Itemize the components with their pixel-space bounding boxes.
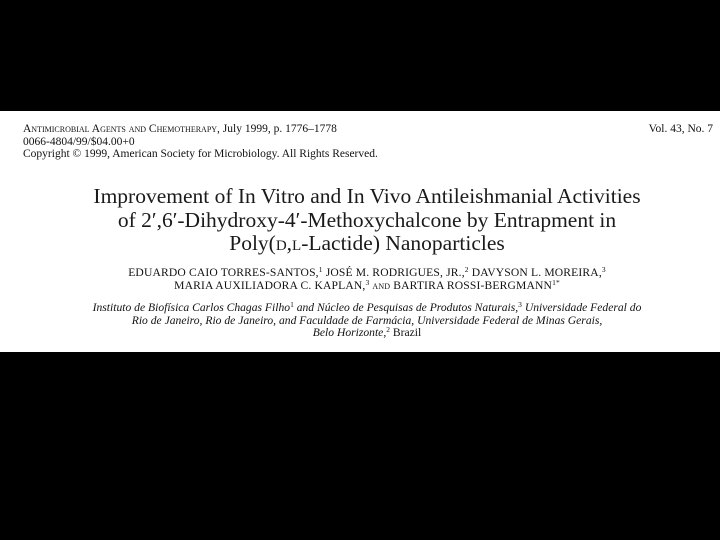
affiliation-2-sup: 2 xyxy=(386,325,390,335)
article-title xyxy=(0,185,720,256)
title-line-3-pre: Poly( xyxy=(229,231,276,255)
affiliation-1: Instituto de Biofísica Carlos Chagas Filho xyxy=(92,301,291,314)
affiliation-3: and Núcleo de Pesquisas de Produtos Naturais, xyxy=(293,301,519,314)
affiliation-line-2: Rio de Janeiro, Rio de Janeiro, and Faculdade de Farmácia, Universidade Federal de Minas Gerais, xyxy=(131,313,603,327)
author-and-word: and xyxy=(369,278,394,292)
title-line-2: of 2′,6′-Dihydroxy-4′-Methoxychalcone by Entrapment in xyxy=(117,207,617,232)
affiliation-1-sup: 1 xyxy=(290,300,294,309)
author-list xyxy=(0,267,720,292)
affiliation-line-1 xyxy=(0,302,720,315)
affiliations xyxy=(0,302,720,340)
title-line-3-post: -Lactide) Nanoparticles xyxy=(301,231,505,255)
affiliation-3-sup: 3 xyxy=(518,300,522,309)
title-line-1: Improvement of In Vitro and In Vivo Antileishmanial Activities xyxy=(93,184,641,208)
author-line-2 xyxy=(0,277,720,293)
affiliation-2: Belo Horizonte, xyxy=(312,326,387,340)
title-line-3 xyxy=(0,232,720,256)
title-line-3-smallcaps: d,l xyxy=(275,231,302,255)
author-5-sup: 1* xyxy=(552,277,560,287)
author-2: JOSÉ M. RODRIGUES, JR., xyxy=(322,266,465,279)
copyright-line: Copyright © 1999, American Society for Microbiology. All Rights Reserved. xyxy=(23,148,378,160)
affiliation-line-3 xyxy=(0,327,720,340)
article-header-page xyxy=(0,111,720,352)
affiliation-university: Universidade Federal do xyxy=(521,301,642,314)
author-2-sup: 2 xyxy=(464,265,469,274)
author-4: MARIA AUXILIADORA C. KAPLAN, xyxy=(174,278,366,292)
journal-code: 0066-4804/99/$04.00+0 xyxy=(23,136,135,148)
author-1-sup: 1 xyxy=(318,265,323,274)
journal-name: Antimicrobial Agents and Chemotherapy xyxy=(23,123,218,135)
author-3: DAVYSON L. MOREIRA, xyxy=(468,266,602,279)
author-5: BARTIRA ROSSI-BERGMANN xyxy=(393,278,553,292)
journal-citation-line xyxy=(23,123,337,136)
journal-date-pages: , July 1999, p. 1776–1778 xyxy=(217,123,337,135)
author-3-sup: 3 xyxy=(601,265,606,274)
journal-volume: Vol. 43, No. 7 xyxy=(648,123,713,135)
affiliation-country: Brazil xyxy=(389,326,422,340)
author-4-sup: 3 xyxy=(365,277,370,287)
author-1: EDUARDO CAIO TORRES-SANTOS, xyxy=(128,266,319,279)
